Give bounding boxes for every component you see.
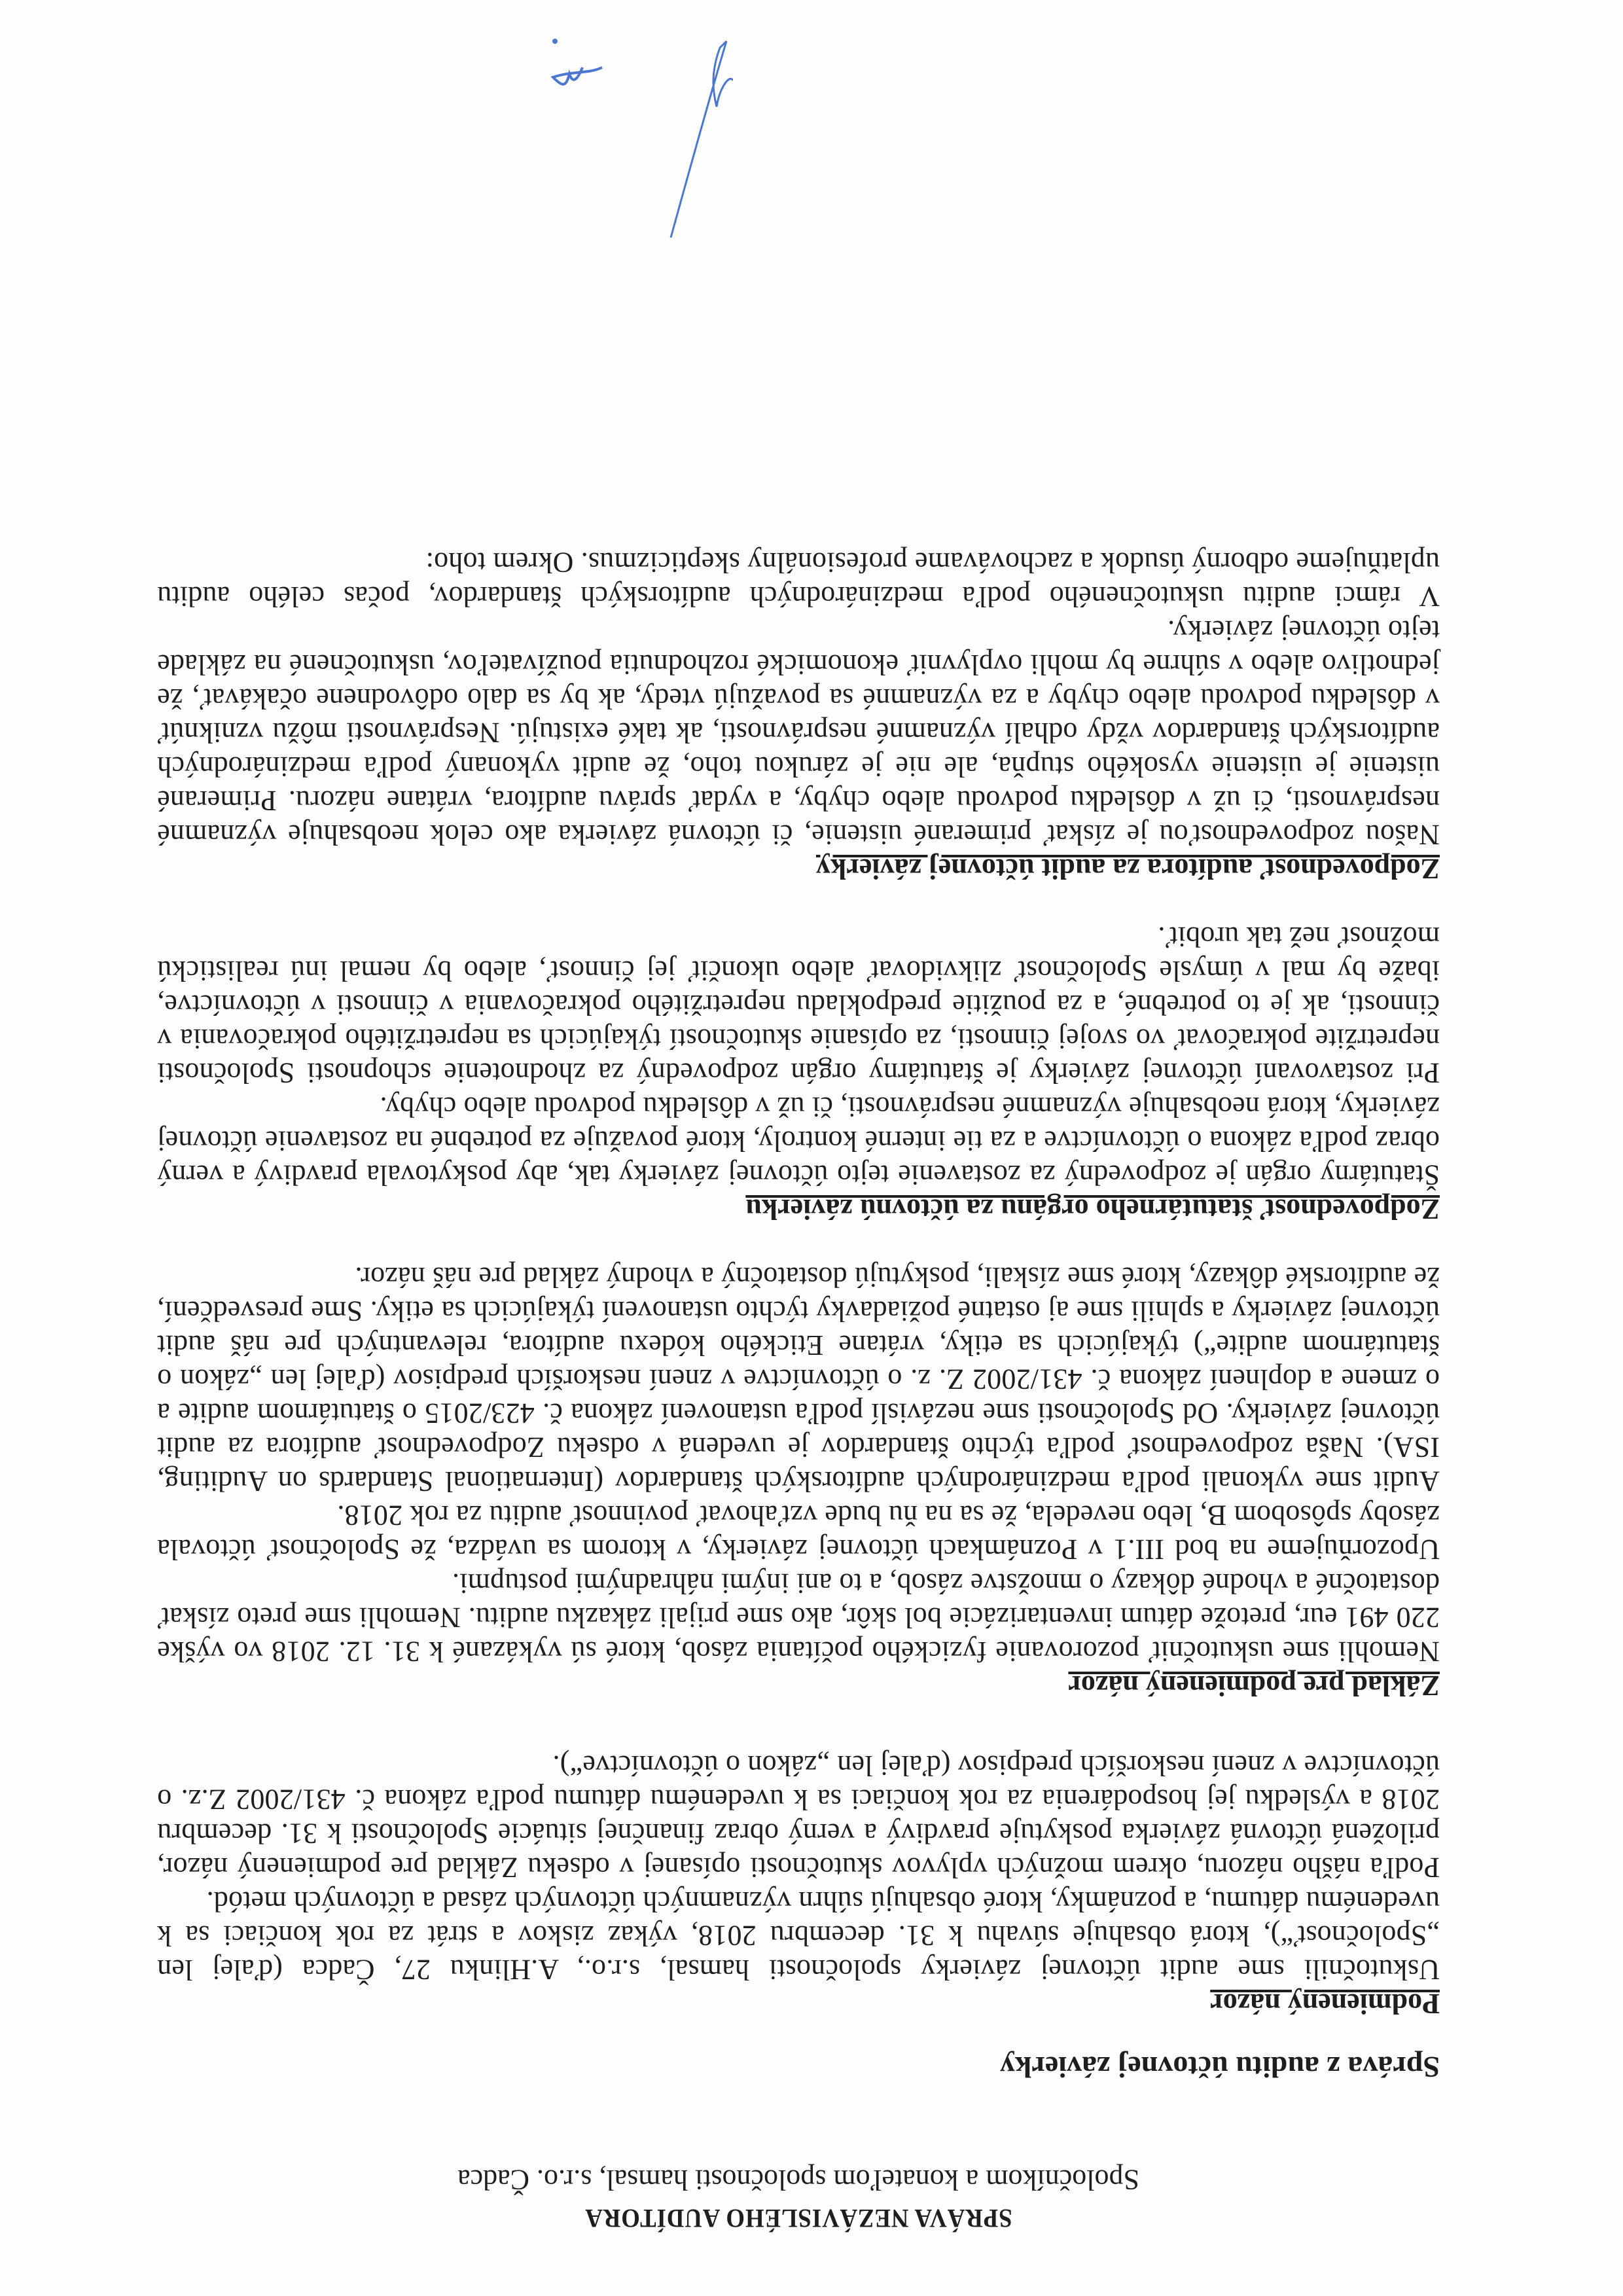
section-auditor-responsibility — [157, 545, 1440, 886]
paragraph: Pri zostavovaní účtovnej závierky je štatutárny orgán zodpovedný za zhodnotenie schopnosti Spoločnosti nepretržite pokračovať vo svojej činnosti, za opísanie skutočností týkajúcich sa nepretržitého pokračovania v činnosti, ak je to potrebné, a za použitie predpokladu nepretržitého pokračovania v činnosti v účtovníctve, ibaže by mal v úmysle Spoločnosť zlikvidovať alebo ukončiť jej činnosť, alebo by nemal inú realistickú možnosť než tak urobiť. — [157, 921, 1440, 1089]
section-statutory-body-responsibility — [157, 920, 1440, 1226]
document-title: SPRÁVA NEZÁVISLÉHO AUDÍTORA — [584, 2204, 1012, 2233]
report-heading: Správa z auditu účtovnej závierky — [999, 2051, 1440, 2084]
paragraph: Upozorňujeme na bod III.1 v Poznámkach účtovnej závierky, v ktorom sa uvádza, že Spoločnosť účtovala zásoby spôsobom B, lebo nevedela, že sa na ňu bude vzťahovať povinnosť auditu za rok 2018. — [157, 1499, 1440, 1566]
section-basis-for-opinion — [157, 1260, 1440, 1702]
paragraph: Uskutočnili sme audit účtovnej závierky spoločnosti hamsal, s.r.o., A.Hlinku 27, Čadca (ďalej len „Spoločnosť“), ktorá obsahuje súvahu k 31. decembru 2018, výkaz ziskov a strát za rok končiaci sa k uvedenému dátumu, a poznámky, ktoré obsahujú súhrn významných účtovných zásad a účtovných metód. — [157, 1886, 1440, 1986]
section-heading: Zodpovednosť štatutárneho orgánu za účtovnú závierku — [745, 1193, 1440, 1225]
section-heading: Zodpovednosť audítora za audit účtovnej závierky — [815, 853, 1440, 885]
document-body — [157, 545, 1440, 2234]
paragraph: Našou zodpovednosťou je získať primerané uistenie, či účtovná závierka ako celok neobsahuje významné nesprávnosti, či už v dôsledku podvodu alebo chyby, a vydať správu audítora, vrátane názoru. Primerané uistenie je uistenie vysokého stupňa, ale nie je zárukou toho, že audit vykonaný podľa medzinárodných audítorských štandardov vždy odhalí významné nesprávnosti, ak také existujú. Nesprávnosti môžu vzniknúť v dôsledku podvodu alebo chyby a za významné sa považujú vtedy, ak by sa dalo odôvodnene očakávať, že jednotlivo alebo v súhrne by mohli ovplyvniť ekonomické rozhodnutia používateľov, uskutočnené na základe tejto účtovnej závierky. — [157, 615, 1440, 851]
signature-icon — [550, 22, 733, 238]
addressee-line: Spoločníkom a konateľom spoločnosti hamsal, s.r.o. Čadca — [457, 2164, 1139, 2196]
paragraph: Podľa nášho názoru, okrem možných vplyvov skutočnosti opísanej v odseku Základ pre podmienený názor, priložená účtovná závierka poskytuje pravdivý a verný obraz finančnej situácie Spoločnosti k 31. decembru 2018 a výsledku jej hospodárenia za rok končiaci sa k uvedenému dátumu podľa zákona č. 431/2002 Z.z. o účtovníctve v znení neskorších predpisov (ďalej len „zákon o účtovníctve“). — [157, 1749, 1440, 1884]
section-heading: Základ pre podmienený názor — [1068, 1670, 1440, 1702]
section-conditional-opinion — [157, 1748, 1440, 2020]
paragraph: Nemohli sme uskutočniť pozorovanie fyzického počítania zásob, ktoré sú vykázané k 31. 12. 2018 vo výške 220 491 eur, pretože dátum inventarizácie bol skôr, ako sme prijali zákazku auditu. Nemohli sme preto získať dostatočné a vhodné dôkazy o množstve zásob, a to ani inými náhradnými postupmi. — [157, 1568, 1440, 1668]
paragraph: Štatutárny orgán je zodpovedný za zostavenie tejto účtovnej závierky tak, aby poskytovala pravdivý a verný obraz podľa zákona o účtovníctve a za tie interné kontroly, ktoré považuje za potrebné na zostavenie účtovnej závierky, ktorá neobsahuje významné nesprávnosti, či už v dôsledku podvodu alebo chyby. — [157, 1091, 1440, 1191]
handwritten-signature — [550, 22, 733, 238]
section-heading: Podmienený názor — [1210, 1988, 1440, 2020]
paragraph: Audit sme vykonali podľa medzinárodných audítorských štandardov (International Standards on Auditing, ISA). Naša zodpovednosť podľa týchto štandardov je uvedená v odseku Zodpovednosť audítora za audit účtovnej závierky. Od Spoločnosti sme nezávislí podľa ustanovení zákona č. 423/2015 o štatutárnom audite a o zmene a doplnení zákona č. 431/2002 Z. z. o účtovníctve v znení neskorších predpisov (ďalej len „zákon o štatutárnom audite“) týkajúcich sa etiky, vrátane Etického kódexu audítora, relevantných pre náš audit účtovnej závierky a splnili sme aj ostatné požiadavky týchto ustanovení týkajúcich sa etiky. Sme presvedčení, že audítorské dôkazy, ktoré sme získali, poskytujú dostatočný a vhodný základ pre náš názor. — [157, 1261, 1440, 1498]
paragraph: V rámci auditu uskutočneného podľa medzinárodných audítorských štandardov, počas celého auditu uplatňujeme odborný úsudok a zachovávame profesionálny skepticizmus. Okrem toho: — [157, 547, 1440, 613]
